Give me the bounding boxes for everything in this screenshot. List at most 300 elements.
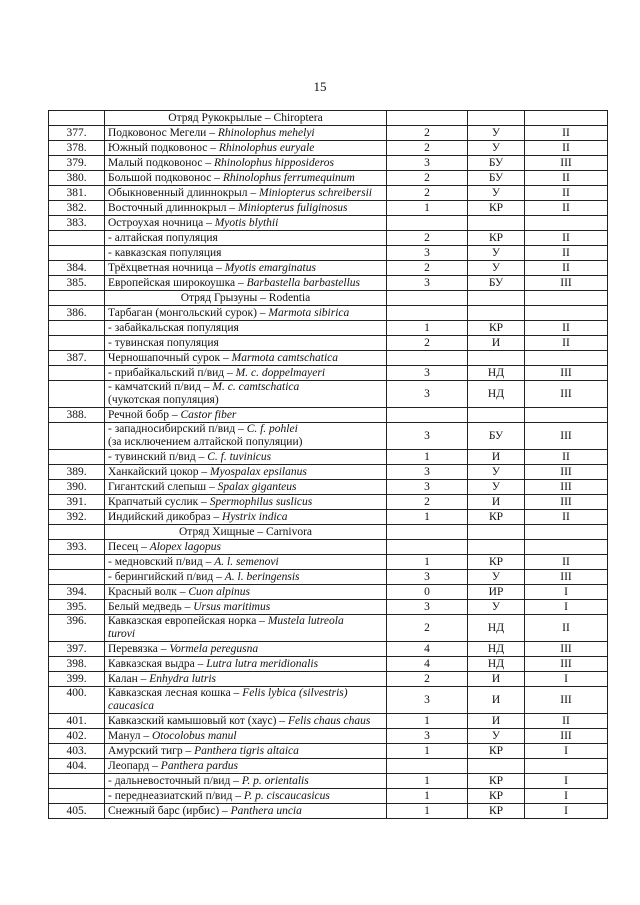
priority-value: III [525,687,608,714]
taxon-name [105,540,387,555]
priority-value: II [525,321,608,336]
russian-name: Остроухая ночница – [108,216,215,229]
status-value: КР [468,789,525,804]
category-value [387,306,468,321]
latin-name: Cuon alpinus [188,585,250,598]
subspecies-row [49,246,608,261]
taxon-name [105,381,387,408]
priority-value [525,351,608,366]
russian-name: - алтайская популяция [108,231,218,244]
species-row [49,744,608,759]
row-number: 391. [49,495,105,510]
taxon-name [105,585,387,600]
status-value: ИР [468,585,525,600]
category-value: 2 [387,672,468,687]
category-value: 2 [387,615,468,642]
status-value: КР [468,321,525,336]
category-value [387,111,468,126]
category-value: 3 [387,687,468,714]
taxon-name [105,759,387,774]
status-value: БУ [468,276,525,291]
taxon-name [105,336,387,351]
status-value: У [468,126,525,141]
taxon-name [105,495,387,510]
latin-name: A. l. semenovi [214,555,279,568]
category-value: 0 [387,585,468,600]
order-row [49,111,608,126]
latin-name: M. c. camtschatica [212,381,300,393]
row-number [49,291,105,306]
russian-name: - прибайкальский п/вид – [108,366,236,379]
row-number: 401. [49,714,105,729]
latin-name: P. p. ciscaucasicus [243,789,330,802]
taxon-name [105,141,387,156]
taxon-name [105,423,387,450]
category-value: 1 [387,774,468,789]
row-number: 387. [49,351,105,366]
row-number: 378. [49,141,105,156]
status-value: КР [468,555,525,570]
status-value: КР [468,201,525,216]
status-value [468,540,525,555]
subspecies-row [49,231,608,246]
species-row [49,306,608,321]
russian-name: Малый подковонос – [108,156,214,169]
species-row [49,495,608,510]
status-value: НД [468,657,525,672]
russian-name: Отряд Хищные – Carnivora [178,525,313,538]
status-value: КР [468,774,525,789]
row-number: 394. [49,585,105,600]
russian-name: Амурский тигр – [108,744,195,757]
taxon-name [105,366,387,381]
priority-value [525,540,608,555]
priority-value: II [525,336,608,351]
category-value [387,351,468,366]
russian-name: Кавказский камышовый кот (хаус) – [108,714,288,727]
status-value: У [468,600,525,615]
latin-name: Panthera pardus [160,759,238,772]
status-value [468,408,525,423]
row-number [49,555,105,570]
taxon-name [105,450,387,465]
category-value: 2 [387,336,468,351]
russian-name: Перевязка – [108,642,170,655]
priority-value: II [525,246,608,261]
russian-name: Кавказская европейская норка – [108,615,268,627]
category-value [387,216,468,231]
russian-name: Гигантский слепыш – [108,480,218,493]
row-number: 403. [49,744,105,759]
category-value: 1 [387,714,468,729]
russian-name: - тувинская популяция [108,336,219,349]
status-value [468,759,525,774]
species-row [49,465,608,480]
latin-name: Barbastella barbastellus [246,276,361,289]
category-value [387,291,468,306]
latin-name: P. p. orientalis [241,774,309,787]
latin-name: Vormela peregusna [169,642,259,655]
category-value: 4 [387,642,468,657]
russian-name: - камчатский п/вид – [108,381,213,393]
category-value: 3 [387,423,468,450]
taxon-name [105,744,387,759]
category-value: 3 [387,381,468,408]
status-value: У [468,480,525,495]
russian-name: Манул – [108,729,152,742]
taxon-name [105,789,387,804]
latin-name: Myotis blythii [214,216,279,229]
taxon-name [105,201,387,216]
species-row [49,171,608,186]
category-value: 3 [387,246,468,261]
russian-name: Черношапочный сурок – [108,351,232,364]
status-value: У [468,186,525,201]
status-value: У [468,261,525,276]
russian-name: Большой подковонос – [108,171,223,184]
priority-value: I [525,585,608,600]
species-row [49,600,608,615]
subspecies-row [49,366,608,381]
category-value: 2 [387,126,468,141]
priority-value: II [525,615,608,642]
status-value: У [468,465,525,480]
row-number [49,111,105,126]
taxon-name [105,555,387,570]
priority-value: III [525,156,608,171]
status-value: НД [468,381,525,408]
russian-name: Тарбаган (монгольский сурок) – [108,306,269,319]
species-row [49,156,608,171]
category-value: 2 [387,495,468,510]
category-value: 2 [387,141,468,156]
priority-value: III [525,366,608,381]
status-value: И [468,672,525,687]
subspecies-row [49,381,608,408]
category-value: 3 [387,465,468,480]
species-row [49,510,608,525]
row-number: 379. [49,156,105,171]
row-number [49,321,105,336]
latin-name: Panthera uncia [230,804,302,817]
category-value [387,540,468,555]
russian-name: Кавказская лесная кошка – [108,687,243,699]
row-number [49,525,105,540]
category-value: 2 [387,261,468,276]
latin-name: Felis lybica (silvestris) [242,687,348,699]
latin-name: Hystrix indica [222,510,288,523]
subspecies-row [49,774,608,789]
status-value: БУ [468,156,525,171]
status-value [468,216,525,231]
latin-name: Otocolobus manul [151,729,237,742]
status-value: И [468,687,525,714]
row-number: 386. [49,306,105,321]
row-number: 405. [49,804,105,819]
priority-value: II [525,171,608,186]
taxon-name [105,714,387,729]
taxon-name [105,126,387,141]
category-value: 3 [387,600,468,615]
latin-name: Castor fiber [180,408,237,421]
priority-value: I [525,744,608,759]
taxon-name [105,231,387,246]
species-row [49,672,608,687]
russian-name: Крапчатый суслик – [108,495,210,508]
russian-name: Ханкайский цокор – [108,465,211,478]
category-value [387,408,468,423]
category-value: 1 [387,321,468,336]
priority-value: III [525,657,608,672]
status-value: И [468,495,525,510]
latin-name: Enhydra lutris [149,672,216,685]
row-number: 396. [49,615,105,642]
taxon-name [105,774,387,789]
priority-value: I [525,774,608,789]
status-value: БУ [468,423,525,450]
russian-name: Отряд Грызуны – Rodentia [180,291,311,304]
latin-name-cont: caucasica [108,700,154,712]
row-number: 380. [49,171,105,186]
status-value: У [468,729,525,744]
subspecies-row [49,555,608,570]
latin-name: Mustela lutreola [267,615,344,627]
priority-value: II [525,555,608,570]
row-number [49,366,105,381]
latin-name: Lutra lutra meridionalis [206,657,319,670]
row-number [49,774,105,789]
latin-name: C. f. tuvinicus [207,450,272,463]
russian-name: - берингийский п/вид – [108,570,225,583]
taxon-name [105,600,387,615]
category-value: 1 [387,450,468,465]
latin-name: A. l. beringensis [224,570,300,583]
latin-name-cont: turovi [108,628,136,640]
russian-name: Обыкновенный длиннокрыл – [108,186,260,199]
priority-value: III [525,465,608,480]
page-number: 15 [313,79,327,94]
priority-value: III [525,423,608,450]
species-row [49,540,608,555]
taxon-name [105,156,387,171]
row-number: 385. [49,276,105,291]
category-value: 3 [387,570,468,585]
species-row [49,186,608,201]
russian-name: Отряд Рукокрылые – Chiroptera [168,111,323,124]
status-value: КР [468,744,525,759]
category-value: 1 [387,555,468,570]
category-value: 3 [387,366,468,381]
latin-name: Miniopterus schreibersii [259,186,372,199]
russian-name: - забайкальская популяция [108,321,239,334]
priority-value: II [525,126,608,141]
russian-name: Красный волк – [108,585,189,598]
status-value [468,351,525,366]
subspecies-row [49,450,608,465]
category-value: 1 [387,510,468,525]
russian-name: Песец – [108,540,150,553]
russian-name: Снежный барс (ирбис) – [108,804,231,817]
subspecies-row [49,570,608,585]
russian-name: - переднеазиатский п/вид – [108,789,244,802]
species-table [48,110,608,819]
taxon-name [105,480,387,495]
taxon-name [105,570,387,585]
status-value: БУ [468,171,525,186]
category-value: 1 [387,804,468,819]
species-row [49,615,608,642]
latin-name: Ursus maritimus [193,600,271,613]
status-value: У [468,141,525,156]
status-value: НД [468,642,525,657]
latin-name: Rhinolophus euryale [218,141,315,154]
name-note: (чукотская популяция) [108,394,219,406]
subspecies-row [49,321,608,336]
status-value: И [468,714,525,729]
russian-name: - кавказская популяция [108,246,222,259]
priority-value: III [525,642,608,657]
priority-value [525,111,608,126]
species-row [49,408,608,423]
taxon-name [105,321,387,336]
russian-name: - тувинский п/вид – [108,450,208,463]
taxon-name [105,351,387,366]
taxon-name [105,408,387,423]
priority-value: II [525,510,608,525]
russian-name: Кавказская выдра – [108,657,207,670]
row-number: 382. [49,201,105,216]
subspecies-row [49,423,608,450]
subspecies-row [49,336,608,351]
russian-name: Южный подковонос – [108,141,219,154]
status-value [468,291,525,306]
status-value [468,111,525,126]
latin-name: Felis chaus chaus [287,714,371,727]
status-value: У [468,570,525,585]
category-value [387,525,468,540]
row-number: 381. [49,186,105,201]
status-value: КР [468,804,525,819]
taxon-name [105,261,387,276]
russian-name: Белый медведь – [108,600,194,613]
row-number [49,336,105,351]
russian-name: - дальневосточный п/вид – [108,774,242,787]
species-row [49,201,608,216]
taxon-name [105,246,387,261]
status-value [468,306,525,321]
category-value [387,759,468,774]
latin-name: Panthera tigris altaica [194,744,299,757]
row-number: 383. [49,216,105,231]
species-row [49,216,608,231]
row-number [49,246,105,261]
category-value: 1 [387,789,468,804]
russian-name: Трёхцветная ночница – [108,261,225,274]
species-row [49,687,608,714]
species-row [49,729,608,744]
latin-name: Alopex lagopus [149,540,221,553]
russian-name: Калан – [108,672,150,685]
latin-name: C. f. pohlei [246,423,298,435]
category-value: 2 [387,171,468,186]
taxon-name [105,186,387,201]
row-number: 398. [49,657,105,672]
status-value: И [468,336,525,351]
status-value: КР [468,510,525,525]
row-number: 377. [49,126,105,141]
species-table-body [49,111,608,819]
russian-name: Индийский дикобраз – [108,510,223,523]
latin-name: Spalax giganteus [217,480,297,493]
priority-value: III [525,729,608,744]
row-number: 404. [49,759,105,774]
russian-name: - западносибирский п/вид – [108,423,247,435]
latin-name: Myospalax epsilanus [210,465,307,478]
latin-name: Marmota camtschatica [231,351,338,364]
taxon-name [105,216,387,231]
taxon-name [105,510,387,525]
russian-name: Речной бобр – [108,408,181,421]
status-value [468,525,525,540]
species-row [49,759,608,774]
taxon-name [105,642,387,657]
row-number [49,423,105,450]
status-value: И [468,450,525,465]
latin-name: Miniopterus fuliginosus [237,201,348,214]
subspecies-row [49,789,608,804]
latin-name: Rhinolophus mehelyi [217,126,315,139]
row-number [49,450,105,465]
row-number: 400. [49,687,105,714]
category-value: 1 [387,744,468,759]
priority-value: II [525,201,608,216]
row-number: 392. [49,510,105,525]
taxon-name [105,171,387,186]
latin-name: Rhinolophus hipposideros [214,156,335,169]
priority-value: III [525,381,608,408]
name-note: (за исключением алтайской популяции) [108,436,303,448]
latin-name: Spermophilus suslicus [209,495,313,508]
row-number [49,231,105,246]
taxon-name [105,615,387,642]
status-value: НД [468,366,525,381]
category-value: 2 [387,186,468,201]
priority-value [525,216,608,231]
taxon-name [105,657,387,672]
row-number [49,570,105,585]
russian-name: Леопард – [108,759,161,772]
priority-value [525,291,608,306]
taxon-name [105,276,387,291]
species-row [49,276,608,291]
category-value: 1 [387,201,468,216]
status-value: НД [468,615,525,642]
category-value: 3 [387,156,468,171]
row-number: 388. [49,408,105,423]
order-title [105,291,387,306]
taxon-name [105,306,387,321]
taxon-name [105,465,387,480]
species-row [49,804,608,819]
species-row [49,657,608,672]
russian-name: Европейская широкоушка – [108,276,247,289]
priority-value: III [525,480,608,495]
priority-value: II [525,714,608,729]
species-row [49,141,608,156]
species-row [49,126,608,141]
taxon-name [105,729,387,744]
row-number: 389. [49,465,105,480]
